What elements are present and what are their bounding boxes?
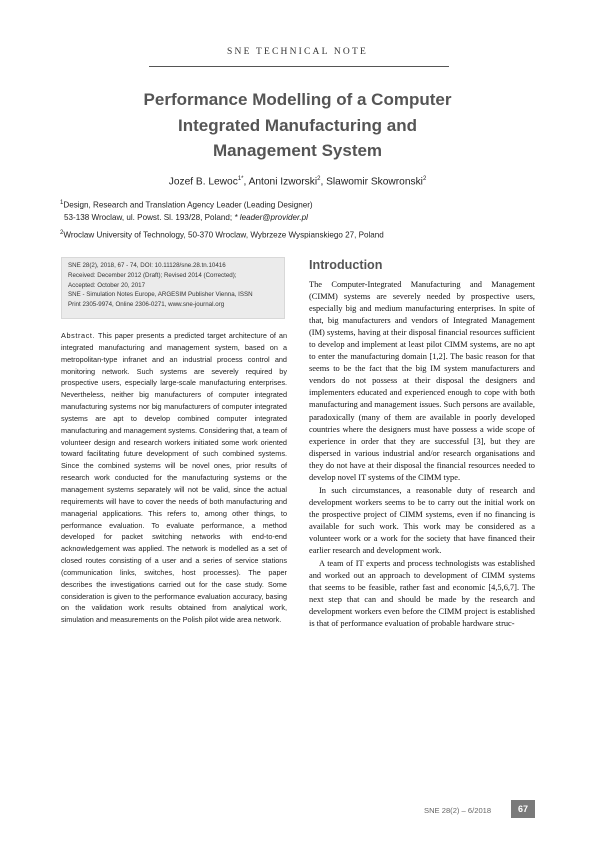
page-number: 67	[511, 800, 535, 818]
affiliation-2	[60, 227, 540, 242]
title-line-3: Management System	[212, 141, 383, 160]
affiliation-1	[60, 197, 540, 225]
introduction-body	[309, 279, 535, 630]
affil-1-line-1: Design, Research and Translation Agency Leader (Leading Designer)	[63, 200, 313, 210]
info-accepted: Accepted: October 20, 2017	[68, 281, 146, 289]
info-publisher: SNE - Simulation Notes Europe, ARGESIM Publisher Vienna, ISSN	[68, 291, 253, 299]
author-separator: ,	[320, 176, 327, 188]
affil-marker: 2	[60, 230, 64, 236]
paragraph: The Computer-Integrated Manufacturing and Management (CIMM) systems are severely needed by prospective users, especially big and medium manufacturing enterprises. In spite of that, big manufacturers and vendors of Integrated Management (IM) systems, having at their disposal financial resources sufficient to develop and implement at least pilot CIMM systems, are no apt to enter the manufacturing domain [1,2]. The basic reason for that seems to be the fact that the big IM system manufacturers and vendors do not possess at their disposal the designers and implementers educated and experienced enough to cope with both manufacturing and management issues. Such persons are available, paradoxically (many of them are available in poorly developed countries where the designers must have possess a wide scope of experience in order that they are successful [3], but they are dispersed in various industrial and/or research organisations and they do not have at their disposal the financial resources needed to develop novel IT systems of the CIMM type.	[309, 280, 535, 482]
publication-info-box	[61, 257, 285, 319]
section-heading-introduction: Introduction	[309, 258, 383, 272]
author-affil-marker: 2	[422, 176, 427, 182]
author-separator: ,	[243, 176, 249, 188]
paper-title	[60, 87, 535, 164]
affil-2-line-1: Wroclaw University of Technology, 50-370 Wroclaw, Wybrzeze Wyspianskiego 27, Poland	[63, 230, 384, 240]
paragraph: A team of IT experts and process technologists was established and worked out an approach to development of CIMM systems that seems to be feasible, rather fast and economic [4,5,6,7]. The next step that can and should be made by the research and development workers even before the CIMM project is established is that of performance evaluation of probable hardware struc-	[309, 559, 535, 629]
footer-journal: SNE 28(2) – 6/2018	[424, 806, 492, 815]
author-email: * leader@provider.pl	[234, 213, 308, 223]
author-affil-marker: 2	[317, 176, 321, 182]
abstract	[61, 330, 287, 626]
abstract-text: This paper presents a predicted target architecture of an integrated manufacturing and management system, based on a metropolitan-type infranet and an industrial process control and monitoring network. Such systems are severely required by prospective users, especially large-scale manufacturing enterprises. Nevertheless, neither big manufacturers of computer integrated manufacturing systems nor big manufacturers of computer integrated systems are apt to develop combined computer integrated manufacturing and management systems. Considering that, a team of volunteer design and research workers initiated some work oriented toward facilitating future development of such combined systems. Since the combined systems will be novel ones, prior results of research work conducted for the manufacturing systems or the management systems separately will not be valid, since the actual requirements will have to cover the needs of both manufacturing and managerial applications. This refers to, among other things, to performance evaluation. To evaluate performance, a method developed for packet switching networks with end-to-end acknowledgement was applied. The network is modelled as a set of closed routes consisting of a user and a series of service stations (communication links, switches, host processes). The paper describes the investigations carried out for the case study. Some consideration is given to the performance evaluation accuracy, basing on the validation work results obtained from analytical work, simulation and measurements on the Polish pilot wide area network.	[61, 331, 287, 625]
title-line-1: Performance Modelling of a Computer	[143, 90, 452, 109]
abstract-label: Abstract.	[61, 331, 96, 340]
author-affil-marker: 1*	[237, 176, 244, 182]
author-name: Antoni Izworski	[248, 176, 318, 188]
header-rule	[149, 66, 449, 67]
title-line-2: Integrated Manufacturing and	[178, 115, 417, 135]
author-list	[60, 176, 535, 187]
running-head: SNE TECHNICAL NOTE	[227, 47, 368, 57]
affil-marker: 1	[60, 200, 64, 206]
author-name: Jozef B. Lewoc	[168, 176, 238, 188]
info-received: Received: December 2012 (Draft); Revised 2014 (Corrected);	[68, 271, 237, 279]
info-citation: SNE 28(2), 2018, 67 - 74, DOI: 10.11128/sne.28.tn.10416	[68, 262, 226, 269]
affil-1-line-2: 53-138 Wroclaw, ul. Powst. Sl. 193/28, Poland;	[64, 213, 235, 223]
author-name: Slawomir Skowronski	[326, 176, 423, 188]
info-issn: Print 2305-9974, Online 2306-0271, www.sne-journal.org	[68, 301, 225, 309]
paragraph: In such circumstances, a reasonable duty of research and development workers seems to be to carry out the initial work on the prospective project of CIMM systems, even if no financing is available for such work. This work may be considered as a volunteer work or a work for the society that have financed their earlier research and development work.	[309, 485, 535, 556]
